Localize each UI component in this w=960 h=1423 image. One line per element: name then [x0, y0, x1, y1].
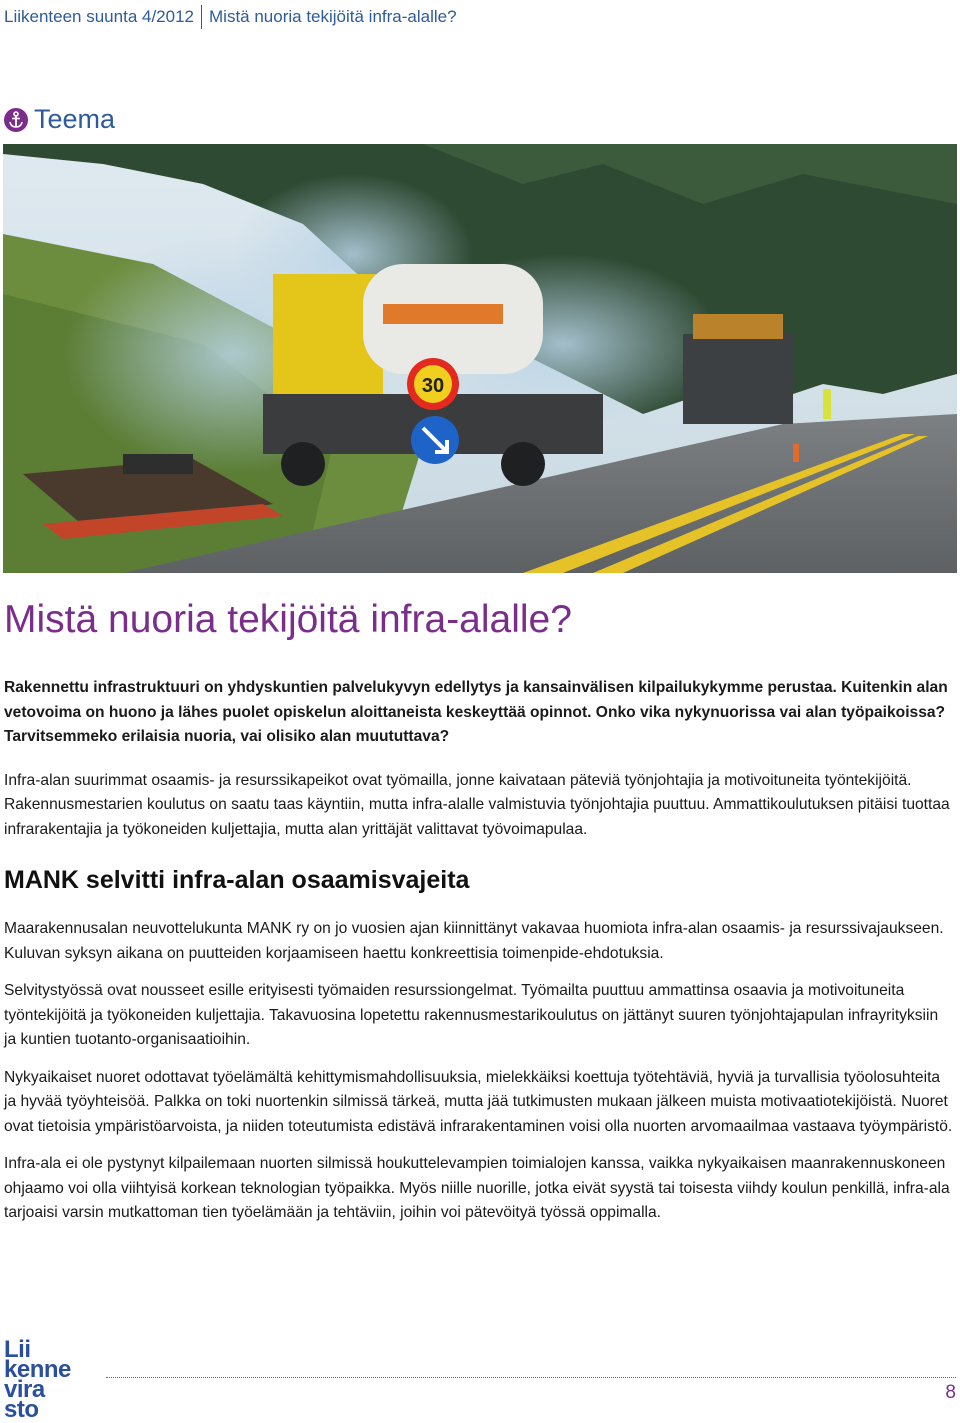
anchor-icon: [4, 108, 28, 132]
logo-line: kenne: [4, 1356, 71, 1383]
hero-photo: [3, 144, 957, 573]
logo-line: sto: [4, 1396, 39, 1423]
article-body: [4, 676, 954, 1239]
intro-paragraph: Infra-alan suurimmat osaamis- ja resurssikapeikot ovat työmailla, jonne kaivataan päteviä työnjohtajia ja motivoituneita työntekijöitä. Rakennusmestarien koulutus on saatu taas käyntiin, mutta infra-alalle valmistuvia työnjohtajia puuttuu. Ammattikoulutuksen pitäisi tuottaa infrarakentajia ja työkoneiden kuljettajia, mutta alan yrittäjät valittavat työvoimapulaa.: [4, 771, 950, 838]
page-number: 8: [945, 1382, 956, 1403]
publication-name: Liikenteen suunta 4/2012: [4, 7, 194, 26]
footer-rule: [106, 1377, 956, 1378]
svg-text:30: 30: [421, 375, 445, 397]
liikennevirasto-logo: [4, 1336, 88, 1423]
body-paragraph: Maarakennusalan neuvottelukunta MANK ry on jo vuosien ajan kiinnittänyt vakavaa huomiota infra-alan osaamis- ja resurssivajaukseen. Kuluvan syksyn aikana on puutteiden korjaamiseen haettu konkreettisia toimenpide-ehdotuksia.: [4, 920, 944, 962]
body-paragraph: Selvitystyössä ovat nousseet esille erityisesti työmaiden resurssiongelmat. Työmailta puuttuu ammattinsa osaavia ja motivoituneita työntekijöitä ja työkoneiden kuljettajia. Takavuosina lopetettu rakennusmestarikoulutus on jättänyt suuren työnjohtajapulan infrayrityksiin ja kuntien tuotanto-organisaatioihin.: [4, 982, 939, 1048]
article-title: Mistä nuoria tekijöitä infra-alalle?: [4, 598, 572, 641]
logo-line: vira: [4, 1376, 45, 1403]
header-article-title: Mistä nuoria tekijöitä infra-alalle?: [209, 7, 457, 26]
lead-paragraph: Rakennettu infrastruktuuri on yhdyskuntien palvelukyvyn edellytys ja kansainvälisen kilpailukykymme perustaa. Kuitenkin alan vetovoima on huono ja lähes puolet opiskelun aloittaneista keskeyttää opinnot. Onko vika nykynuorissa vai alan työpaikoissa? Tarvitsemmeko erilaisia nuoria, vai olisiko alan muututtava?: [4, 679, 948, 745]
body-paragraph: Nykyaikaiset nuoret odottavat työelämältä kehittymismahdollisuuksia, mielekkäiksi koettuja työtehtäviä, hyviä ja turvallisia työolosuhteita ja hyvää työyhteisöä. Palkka on toki nuortenkin silmissä tärkeä, mutta jää tutkimusten mukaan jälkeen muista motivaatiotekijöistä. Nuoret ovat tietoisia ympäristöarvoista, ja niiden toteutumista edistävä infrarakentaminen voisi olla nuorten arvomaailmaa vastaava työympäristö.: [4, 1068, 953, 1135]
logo-line: Lii: [4, 1336, 31, 1363]
subheading: MANK selvitti infra-alan osaamisvajeita: [4, 866, 470, 894]
section-name: Teema: [34, 104, 116, 134]
header-divider: [201, 5, 202, 29]
body-paragraph: Infra-ala ei ole pystynyt kilpailemaan nuorten silmissä houkuttelevampien toimialojen kanssa, vaikka nykyaikaisen maanrakennuskoneen ohjaamo voi olla viihtyisä korkean teknologian työpaikka. Myös niille nuorille, jotka eivät syystä tai toisesta viihdy koulun penkillä, infra-ala tarjoaisi varsin mutkattoman tien työelämään ja tehtäviin, joihin voi pätevöityä työssä oppimalla.: [4, 1155, 950, 1221]
running-header: [4, 4, 457, 30]
section-label: [4, 104, 115, 135]
